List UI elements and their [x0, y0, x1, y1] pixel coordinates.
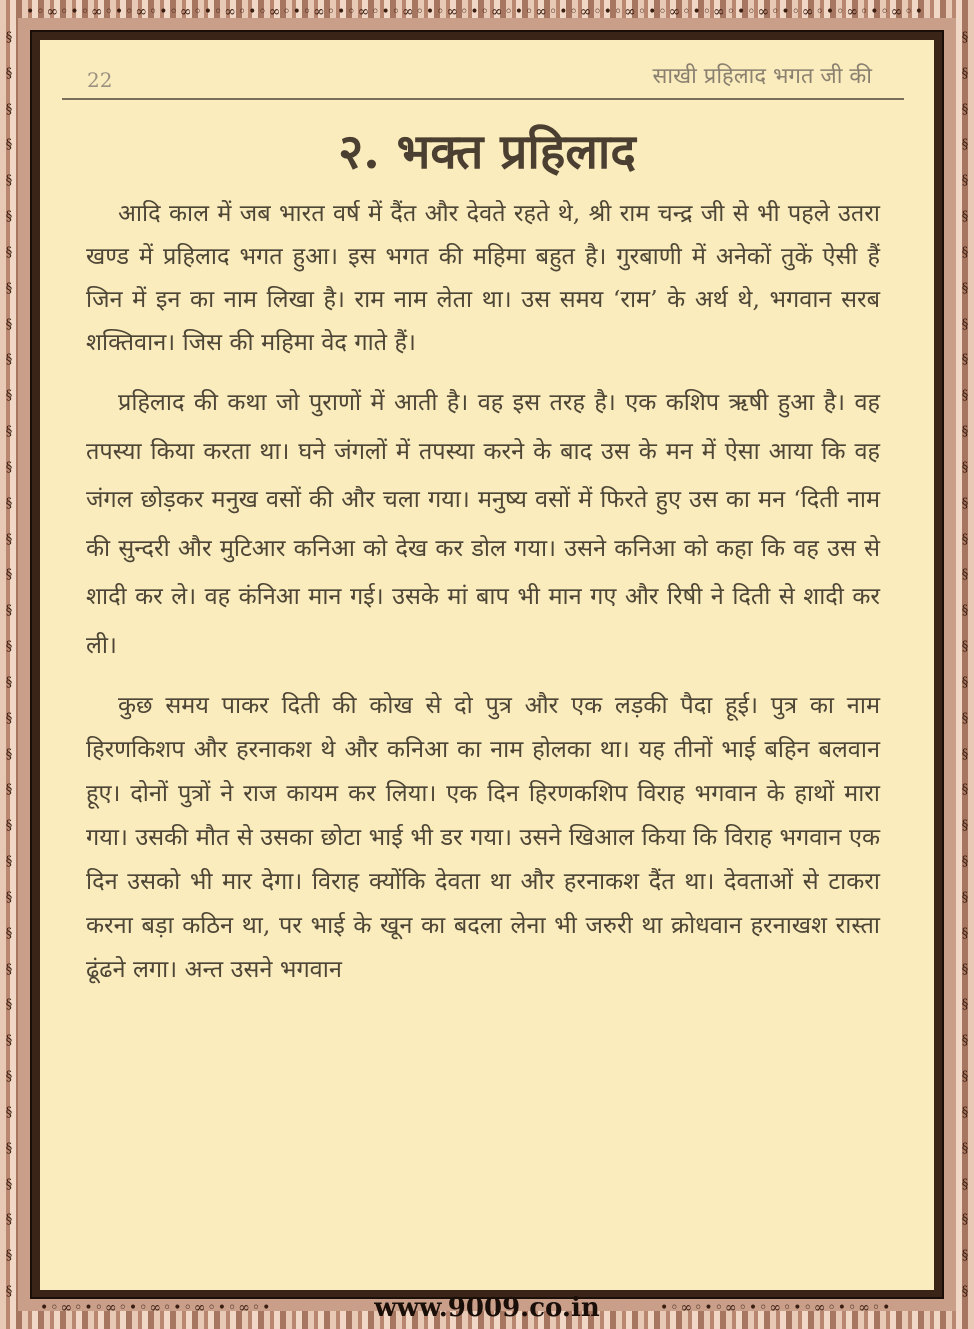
running-head: साखी प्रहिलाद भगत जी की	[652, 64, 872, 89]
paragraph-3: कुछ समय पाकर दिती की कोख से दो पुत्र और एक लड़की पैदा हूई। पुत्र का नाम हिरणकिशप और हरनाकश थे और कनिआ का नाम होलका था। यह तीनों भाई बहिन बलवान हूए। दोनों पुत्रों ने राज कायम कर लिया। एक दिन हिरणकशिप विराह भगवान के हाथों मारा गया। उसकी मौत से उसका छोटा भाई भी डर गया। उसने खिआल किया कि विराह भगवान एक दिन उसको भी मार देगा। विराह क्योंकि देवता था और हरनाकश दैंत था। देवताओं से टाकरा करना बड़ा कठिन था, पर भाई के खून का बदला लेना भी जरुरी था क्रोधवान हरनाखश रास्ता ढूंढने लगा। अन्त उसने भगवान	[86, 691, 880, 983]
chapter-title: २. भक्त प्रहिलाद	[338, 124, 636, 180]
border-ornament-icon: •◦∞◦•◦∞◦•◦∞◦•◦∞◦•◦∞◦•	[660, 1301, 893, 1315]
paragraph-2: प्रहिलाद की कथा जो पुराणों में आती है। वह इस तरह है। एक कशिप ऋषी हुआ है। वह तपस्या किया करता था। घने जंगलों में तपस्या करने के बाद उस के मन में ऐसा आया कि वह जंगल छोड़कर मनुख वसों की और चला गया। मनुष्य वसों में फिरते हुए उस का मन ‘दिती नाम की सुन्दरी और मुटिआर कनिआ को देख कर डोल गया। उसने कनिआ को कहा कि वह उस से शादी कर ले। वह कंनिआ मान गई। उसके मां बाप भी मान गए और रिषी ने दिती से शादी कर ली।	[86, 388, 880, 659]
header-rule	[62, 98, 904, 100]
border-ornament-icon: § § § § § § § § § § § § § § § § § § § § § § § § § § § § § § § § § § § §	[5, 30, 13, 1299]
book-page	[40, 40, 934, 1290]
border-ornament-icon: •◦∞◦•◦∞◦•◦∞◦•◦∞◦•◦∞◦•◦∞◦•◦∞◦•◦∞◦•◦∞◦•◦∞◦•◦∞◦•◦∞◦•◦∞◦•◦∞◦•◦∞◦•◦∞◦•◦∞◦•◦∞◦•◦∞◦•◦∞◦•	[26, 5, 925, 19]
border-ornament-icon: § § § § § § § § § § § § § § § § § § § § § § § § § § § § § § § § § § § §	[961, 30, 969, 1299]
footer-website-link[interactable]: www.9009.co.in	[374, 1293, 600, 1323]
border-ornament-icon: •◦∞◦•◦∞◦•◦∞◦•◦∞◦•◦∞◦•	[40, 1301, 273, 1315]
paragraph-1: आदि काल में जब भारत वर्ष में दैंत और देवते रहते थे, श्री राम चन्द्र जी से भी पहले उतरा खण्ड में प्रहिलाद भगत हुआ। इस भगत की महिमा बहुत है। गुरबाणी में अनेकों तुकें ऐसी हैं जिन में इन का नाम लिखा है। राम नाम लेता था। उस समय ‘राम’ के अर्थ थे, भगवान सरब शक्तिवान। जिस की महिमा वेद गाते हैं।	[86, 199, 880, 356]
body-text	[86, 192, 880, 1005]
page-number: 22	[87, 68, 113, 92]
